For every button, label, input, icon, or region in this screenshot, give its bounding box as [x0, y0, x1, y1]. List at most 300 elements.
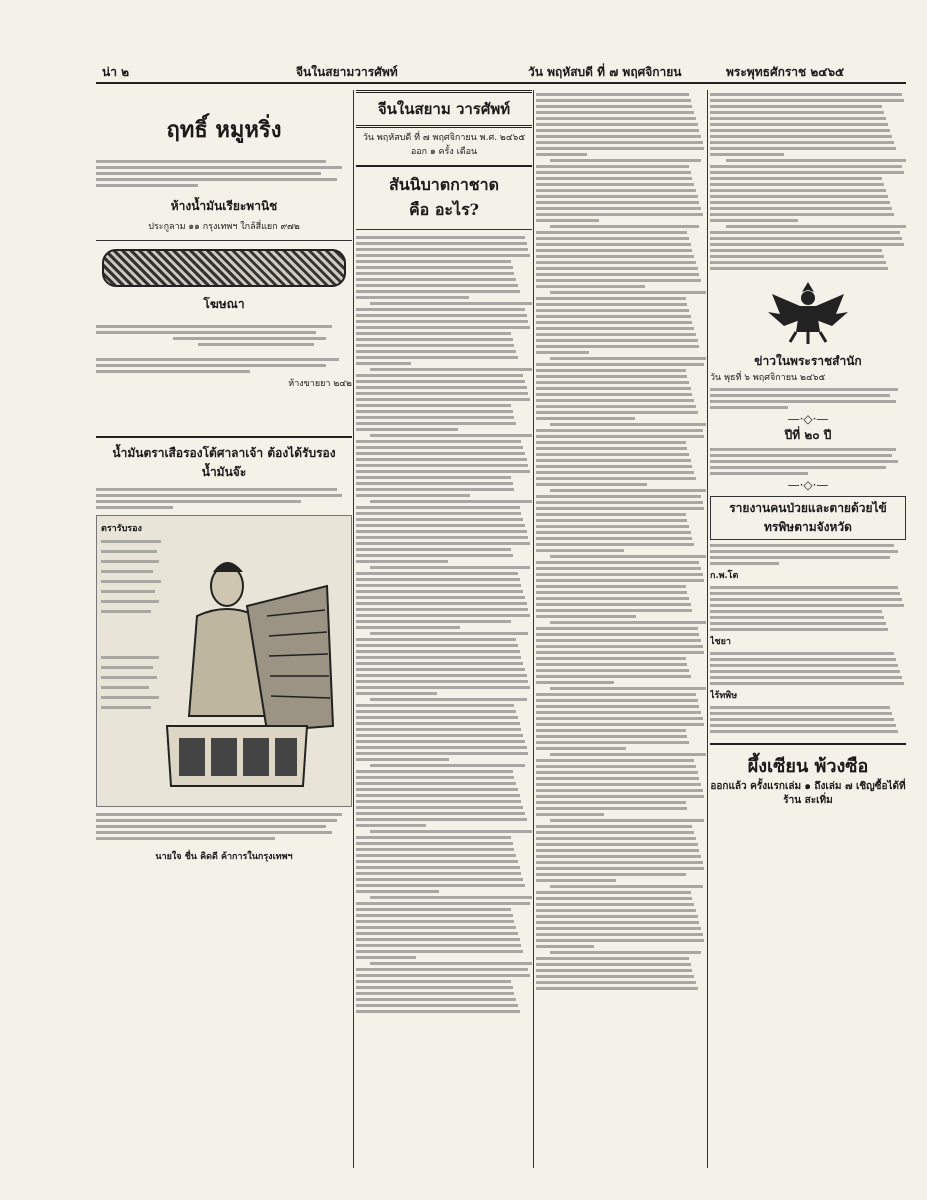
text-line [710, 105, 882, 108]
text-line [726, 159, 906, 162]
text-line [536, 861, 703, 864]
text-line [536, 609, 692, 612]
text-line [536, 891, 691, 894]
text-line [536, 633, 699, 636]
text-line [536, 741, 689, 744]
text-line [536, 957, 689, 960]
text-line [536, 471, 694, 474]
text-line [356, 554, 513, 557]
text-line [536, 627, 698, 630]
text-line [356, 692, 437, 695]
text-line [536, 453, 689, 456]
text-line [356, 770, 513, 773]
text-line [356, 308, 525, 311]
text-line [356, 278, 516, 281]
text-line [356, 476, 511, 479]
text-line [536, 675, 691, 678]
provincial-report-title: รายงานคนป่วยและตายด้วยไข้ทรพิษตามจังหวัด [710, 496, 906, 540]
section-ornament: —·◇·— [787, 478, 829, 492]
figure-drawing [97, 516, 351, 804]
text-line [710, 604, 904, 607]
text-line [356, 392, 528, 395]
text-line [356, 746, 527, 749]
text-line [710, 598, 902, 601]
text-line [536, 981, 696, 984]
text-line [710, 628, 888, 631]
text-line [356, 584, 521, 587]
text-line [536, 213, 703, 216]
text-line [370, 896, 532, 899]
text-line [536, 963, 691, 966]
text-line [710, 183, 884, 186]
text-line [536, 669, 689, 672]
text-line [356, 614, 530, 617]
text-line [536, 243, 691, 246]
text-line [356, 710, 516, 713]
text-line [536, 171, 691, 174]
text-line [370, 500, 532, 503]
text-line [356, 812, 525, 815]
text-line [356, 626, 460, 629]
advert-title: ฤทธิ์ หมูหริ่ง [166, 117, 282, 143]
text-line [710, 201, 890, 204]
text-line [356, 482, 513, 485]
text-line [536, 879, 616, 882]
text-line [356, 878, 523, 881]
text-line [710, 237, 902, 240]
text-line [536, 585, 686, 588]
column-1 [96, 90, 352, 1168]
headline-line-2: คือ อะไร? [408, 200, 480, 219]
text-line [536, 681, 614, 684]
text-line [370, 962, 532, 965]
text-line [536, 393, 692, 396]
text-line [536, 717, 703, 720]
text-line [370, 830, 532, 833]
text-line [356, 560, 448, 563]
text-line [536, 771, 698, 774]
text-line [550, 753, 706, 756]
text-line [356, 722, 520, 725]
district-3: ไร้ทพิษ [710, 691, 738, 701]
text-line [710, 171, 904, 174]
text-line [710, 195, 888, 198]
text-line [710, 177, 882, 180]
advert-headline: น้ำมันตราเสือรองโต้ศาลาเจ้า ต้องได้รับรอง [112, 446, 336, 460]
text-line [356, 452, 525, 455]
text-line [356, 776, 514, 779]
text-line [710, 712, 892, 715]
text-line [356, 374, 523, 377]
text-line [356, 470, 530, 473]
text-line [710, 231, 900, 234]
text-line [356, 656, 521, 659]
text-line [536, 939, 704, 942]
text-line [536, 813, 604, 816]
text-line [550, 423, 706, 426]
district-1: ก.พ.โต [710, 571, 739, 581]
text-line [710, 99, 904, 102]
text-line [356, 758, 449, 761]
text-line [536, 273, 699, 276]
text-line [536, 261, 696, 264]
text-line [356, 620, 511, 623]
text-line [356, 608, 528, 611]
text-line [536, 141, 703, 144]
buddhist-era: พระพุทธศักราช ๒๔๖๕ [726, 65, 845, 79]
text-line [356, 854, 516, 857]
text-line [536, 507, 704, 510]
text-line [710, 658, 896, 661]
text-line [356, 428, 458, 431]
text-line [356, 842, 513, 845]
text-line [536, 501, 703, 504]
text-line [536, 699, 698, 702]
text-line [356, 440, 521, 443]
text-line [710, 243, 904, 246]
text-line [536, 189, 696, 192]
text-line [550, 291, 706, 294]
text-line [536, 747, 626, 750]
text-line [550, 225, 700, 228]
text-line [370, 302, 532, 305]
text-line [356, 572, 518, 575]
text-line [536, 903, 694, 906]
text-line [710, 141, 894, 144]
royal-court-news-title: ข่าวในพระราชสำนัก [754, 354, 862, 368]
text-line [356, 680, 528, 683]
column-3 [536, 90, 706, 1168]
text-line [536, 579, 704, 582]
advert-illustration [96, 515, 352, 807]
text-line [356, 416, 514, 419]
newspaper-page [96, 60, 906, 1170]
text-line [710, 111, 884, 114]
text-line [356, 254, 530, 257]
text-line [356, 362, 411, 365]
text-line [536, 927, 701, 930]
text-line [356, 728, 521, 731]
text-line [356, 338, 513, 341]
text-line [356, 650, 520, 653]
text-line [536, 513, 686, 516]
text-line [356, 968, 528, 971]
text-line [536, 519, 687, 522]
text-line [710, 129, 890, 132]
text-line [356, 956, 416, 959]
text-line [356, 740, 525, 743]
text-line [356, 506, 520, 509]
text-line [356, 914, 513, 917]
text-line [356, 1004, 518, 1007]
text-line [536, 663, 687, 666]
text-line [536, 615, 636, 618]
text-line [536, 123, 698, 126]
text-line [536, 183, 694, 186]
text-line [356, 980, 511, 983]
text-line [536, 561, 699, 564]
advert-product: น้ำมันจ๊ะ [201, 465, 247, 479]
text-line [356, 866, 520, 869]
text-line [356, 578, 520, 581]
text-line [550, 951, 701, 954]
text-line [356, 590, 523, 593]
text-line [370, 764, 525, 767]
text-line [356, 518, 523, 521]
text-line [536, 177, 692, 180]
text-line [710, 93, 902, 96]
text-line [536, 321, 692, 324]
text-line [356, 464, 528, 467]
text-line [536, 105, 692, 108]
text-line [536, 945, 594, 948]
text-line [536, 411, 698, 414]
text-line [536, 405, 696, 408]
text-line [356, 422, 516, 425]
text-line [536, 153, 587, 156]
text-line [536, 969, 692, 972]
text-line [710, 610, 882, 613]
text-line [356, 824, 426, 827]
text-line [536, 591, 687, 594]
article-body [356, 236, 532, 1013]
text-line [536, 435, 704, 438]
text-line [536, 219, 599, 222]
text-line [536, 195, 698, 198]
text-line [356, 860, 518, 863]
text-line [536, 825, 692, 828]
text-line [536, 375, 687, 378]
text-line [356, 902, 530, 905]
column-divider [353, 90, 354, 1168]
text-line [356, 908, 511, 911]
text-line [536, 783, 701, 786]
text-line [710, 255, 884, 258]
text-line [550, 819, 705, 822]
text-line [370, 632, 528, 635]
dateline: วัน พฤหัสบดี ที่ ๗ พฤศจิกายน พ.ศ. ๒๔๖๕ [362, 133, 526, 143]
text-line [356, 446, 523, 449]
text-line [356, 818, 527, 821]
text-line [370, 368, 532, 371]
running-header [96, 60, 906, 84]
text-line [356, 974, 530, 977]
text-line [536, 729, 686, 732]
advert-footer: นายใจ ชื่น คิดดี ค้าการในกรุงเทพฯ [155, 852, 293, 862]
text-line [536, 837, 696, 840]
section-ornament: —·◇·— [787, 412, 829, 426]
text-line [536, 543, 694, 546]
text-line [536, 801, 686, 804]
text-line [370, 434, 532, 437]
text-line [536, 441, 686, 444]
advert-title-2: ผึ้งเซียน พ้วงซือ [747, 756, 869, 777]
text-line [356, 836, 511, 839]
text-line [536, 549, 624, 552]
text-line [356, 920, 514, 923]
text-line [356, 458, 527, 461]
text-line [356, 314, 527, 317]
text-line [356, 320, 528, 323]
text-line [536, 597, 689, 600]
text-line [356, 386, 527, 389]
text-line [710, 622, 886, 625]
text-line [536, 705, 699, 708]
text-line [356, 602, 527, 605]
text-line [710, 213, 894, 216]
text-line [356, 662, 523, 665]
text-line [536, 249, 692, 252]
text-line [536, 111, 694, 114]
text-line [356, 932, 518, 935]
article-body-continued [536, 93, 706, 990]
text-line [710, 261, 886, 264]
text-line [356, 272, 514, 275]
text-line [356, 524, 525, 527]
text-line [356, 404, 511, 407]
text-line [710, 147, 896, 150]
text-line [536, 339, 698, 342]
text-line [536, 867, 704, 870]
text-line [536, 303, 687, 306]
text-line [356, 644, 518, 647]
text-line [356, 398, 530, 401]
text-line [536, 531, 691, 534]
garuda-emblem-icon [766, 276, 850, 346]
text-line [536, 789, 703, 792]
text-line [536, 129, 699, 132]
text-line [536, 873, 686, 876]
text-line [710, 189, 886, 192]
edition-note: ออก ๑ ครั้ง เดือน [410, 147, 478, 157]
text-line [536, 987, 698, 990]
text-line [356, 890, 439, 893]
text-line [356, 410, 513, 413]
stamp-label: ตรารับรอง [101, 524, 142, 534]
text-line [356, 284, 518, 287]
text-line [356, 248, 528, 251]
text-line [536, 843, 698, 846]
text-line [356, 926, 516, 929]
text-line [710, 165, 902, 168]
text-line [356, 488, 514, 491]
text-line [356, 806, 523, 809]
royal-news-date: วัน พุธที่ ๖ พฤศจิกายน ๒๔๖๕ [710, 373, 826, 383]
text-line [536, 567, 701, 570]
text-line [536, 573, 703, 576]
advert-signature-2: ห้างขายยา ๒๔๒ [288, 379, 352, 389]
text-line [710, 676, 902, 679]
advert-subtitle: โฆษณา [203, 297, 245, 311]
headline-line-1: สันนิบาตกาชาด [388, 175, 500, 194]
text-line [536, 117, 696, 120]
text-line [536, 483, 647, 486]
text-line [536, 711, 701, 714]
text-line [536, 255, 694, 258]
text-line [356, 734, 523, 737]
column-2 [356, 90, 532, 1168]
text-line [536, 417, 635, 420]
text-line [536, 897, 692, 900]
text-line [536, 723, 704, 726]
text-line [356, 332, 511, 335]
text-line [536, 831, 694, 834]
text-line [536, 765, 696, 768]
text-line [356, 998, 516, 1001]
text-line [536, 381, 689, 384]
text-line [536, 447, 687, 450]
text-line [710, 652, 894, 655]
text-line [536, 267, 698, 270]
text-line [710, 670, 900, 673]
advert-address: ประกูลาม ๑๑ กรุงเทพฯ ใกล้สี่แยก ๙๗๒ [148, 222, 300, 232]
text-line [356, 380, 525, 383]
text-line [536, 807, 687, 810]
text-line [356, 356, 518, 359]
text-line [356, 716, 518, 719]
text-line [536, 525, 689, 528]
text-line [550, 687, 706, 690]
text-line [356, 494, 470, 497]
text-line [536, 537, 692, 540]
text-line [356, 548, 511, 551]
text-line [356, 668, 525, 671]
text-line [536, 285, 645, 288]
text-line [710, 682, 904, 685]
text-line [536, 495, 701, 498]
text-line [356, 704, 514, 707]
text-line [536, 603, 691, 606]
text-line [536, 465, 692, 468]
text-line [536, 477, 696, 480]
text-line [356, 260, 511, 263]
issue-date: วัน พฤหัสบดี ที่ ๗ พฤศจิกายน [528, 65, 682, 79]
text-line [356, 848, 514, 851]
text-line [536, 369, 686, 372]
column-4 [710, 90, 906, 1168]
text-line [536, 327, 694, 330]
text-line [536, 201, 699, 204]
text-line [356, 1010, 520, 1013]
column-divider [707, 90, 708, 1168]
text-line [356, 944, 521, 947]
text-line [536, 363, 704, 366]
text-line [710, 135, 892, 138]
text-line [710, 153, 784, 156]
text-line [356, 242, 527, 245]
text-line [536, 429, 703, 432]
text-line [710, 664, 898, 667]
ornamental-banner [102, 249, 346, 287]
text-line [710, 730, 898, 733]
text-line [710, 718, 894, 721]
text-line [356, 992, 514, 995]
text-line [356, 986, 513, 989]
text-line [356, 266, 513, 269]
text-line [710, 249, 882, 252]
text-line [550, 621, 706, 624]
text-line [370, 566, 530, 569]
text-line [536, 735, 687, 738]
text-line [536, 759, 694, 762]
text-line [356, 638, 516, 641]
text-line [356, 872, 521, 875]
text-line [536, 345, 699, 348]
text-line [710, 123, 888, 126]
text-line [536, 309, 689, 312]
text-line [536, 651, 704, 654]
article-continued [710, 93, 906, 270]
